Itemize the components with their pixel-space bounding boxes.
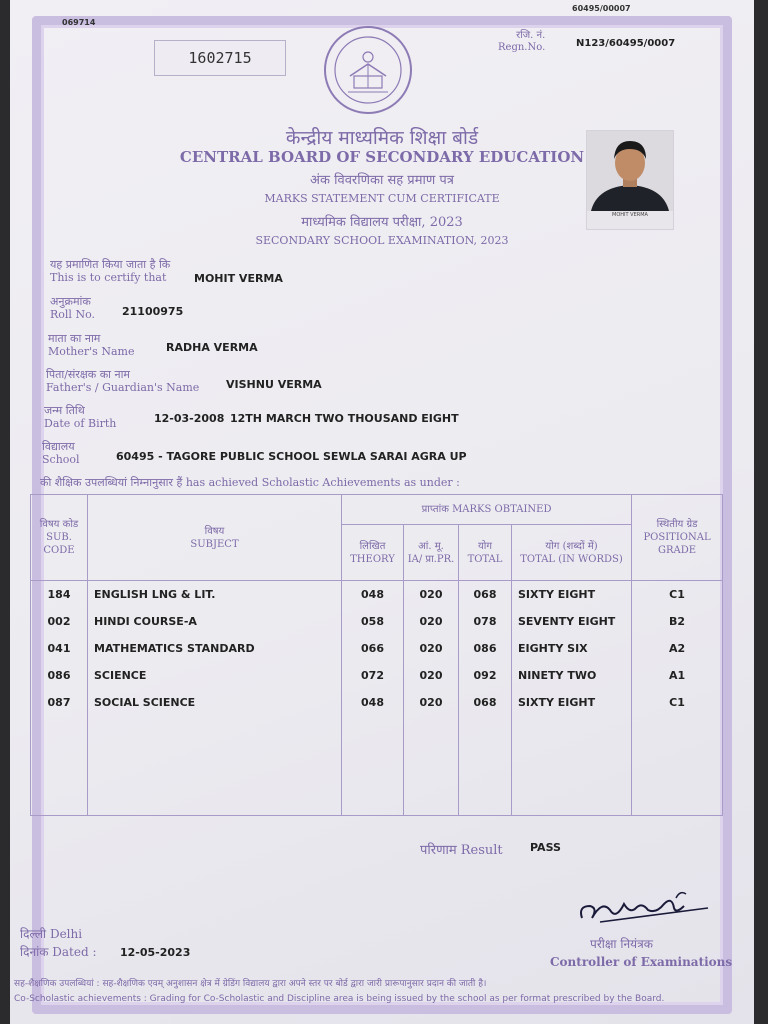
cell-total: 086 (459, 635, 512, 662)
col-header-grade-english: POSITIONAL GRADE (643, 532, 711, 556)
col-header-total (459, 525, 512, 581)
cell-code: 087 (31, 689, 88, 716)
dated-label: दिनांक Dated : (20, 945, 97, 959)
col-header-subject (88, 495, 342, 581)
cell-grade: A2 (632, 635, 723, 662)
controller-label-english: Controller of Examinations (550, 955, 733, 969)
school-label-hindi: विद्यालय (42, 440, 75, 453)
achievements-label-hindi: की शैक्षिक उपलब्धियां निम्नानुसार हैं (40, 476, 183, 489)
cell-subject: ENGLISH LNG & LIT. (88, 581, 342, 609)
roll-label-english: Roll No. (50, 308, 95, 321)
cell-total: 068 (459, 689, 512, 716)
col-header-code-english: SUB. CODE (43, 532, 75, 556)
certify-label (50, 258, 170, 284)
certificate-title-english: MARKS STATEMENT CUM CERTIFICATE (264, 192, 500, 205)
cell-theory: 072 (342, 662, 404, 689)
col-header-ia-english: IA/ प्रा.PR. (407, 553, 455, 565)
cell-subject: MATHEMATICS STANDARD (88, 635, 342, 662)
serial-number-box: 1602715 (154, 40, 286, 76)
dob-label-hindi: जन्म तिथि (44, 404, 85, 417)
cell-words: SEVENTY EIGHT (512, 608, 632, 635)
regn-label-hindi: रजि. नं. (516, 30, 546, 41)
cell-words: EIGHTY SIX (512, 635, 632, 662)
cell-grade: B2 (632, 608, 723, 635)
mother-label-english: Mother's Name (48, 345, 135, 358)
certificate-title-hindi: अंक विवरणिका सह प्रमाण पत्र (310, 173, 454, 188)
cell-code: 184 (31, 581, 88, 609)
date-of-birth: 12-03-2008 (154, 412, 225, 425)
col-header-grade (632, 495, 723, 581)
roll-label-hindi: अनुक्रमांक (50, 295, 91, 308)
col-header-theory (342, 525, 404, 581)
cell-words: NINETY TWO (512, 662, 632, 689)
col-header-words-english: TOTAL (IN WORDS) (520, 553, 623, 565)
cell-words: SIXTY EIGHT (512, 689, 632, 716)
col-header-subject-hindi: विषय (204, 525, 225, 537)
col-header-words (512, 525, 632, 581)
cell-total: 068 (459, 581, 512, 609)
cell-grade: C1 (632, 581, 723, 609)
student-photo (586, 130, 674, 230)
result-value: PASS (530, 841, 561, 854)
mother-label (48, 332, 134, 358)
cell-ia: 020 (404, 662, 459, 689)
cell-words: SIXTY EIGHT (512, 581, 632, 609)
col-header-words-hindi: योग (शब्दों में) (545, 540, 598, 552)
cell-theory: 066 (342, 635, 404, 662)
school-label-english: School (42, 453, 80, 466)
dob-label (44, 404, 116, 430)
marksheet (10, 0, 754, 1024)
col-header-subject-english: SUBJECT (190, 538, 239, 550)
col-header-total-hindi: योग (477, 540, 493, 552)
achievements-label (40, 476, 460, 489)
regn-label (498, 30, 545, 54)
certify-label-english: This is to certify that (50, 271, 167, 284)
col-header-code-hindi: विषय कोड (39, 519, 79, 530)
father-label-hindi: पिता/संरक्षक का नाम (46, 368, 131, 381)
student-name: MOHIT VERMA (194, 272, 283, 285)
mother-name: RADHA VERMA (166, 341, 258, 354)
cell-grade: A1 (632, 662, 723, 689)
col-header-grade-hindi: स्थितीय ग्रेड (656, 519, 698, 530)
footnote-hindi: सह-शैक्षणिक उपलब्धियां : सह-शैक्षणिक एवम् अनुशासन क्षेत्र में ग्रेडिंग विद्यालय द्वारा अपने स्तर पर बोर्ड द्वारा जारी प्रारूपानुसार प्रदान की जाती है। (14, 979, 487, 989)
cell-code: 086 (31, 662, 88, 689)
father-label-english: Father's / Guardian's Name (46, 381, 200, 394)
table-row (31, 689, 723, 716)
achievements-label-english: has achieved Scholastic Achievements as under : (185, 476, 460, 489)
student-portrait-icon (587, 131, 673, 211)
dob-label-english: Date of Birth (44, 417, 117, 430)
exam-title-hindi: माध्यमिक विद्यालय परीक्षा, 2023 (301, 215, 463, 230)
board-title-english: CENTRAL BOARD OF SECONDARY EDUCATION (179, 148, 585, 166)
table-row (31, 662, 723, 689)
cell-subject: SCIENCE (88, 662, 342, 689)
footnote-english: Co-Scholastic achievements : Grading for Co-Scholastic and Discipline area is being issued by the school as per format prescribed by the Board. (14, 994, 665, 1004)
col-header-ia-hindi: आं. मू. (418, 540, 444, 552)
cell-total: 078 (459, 608, 512, 635)
top-serial-right: 60495/00007 (572, 4, 631, 13)
exam-title-english: SECONDARY SCHOOL EXAMINATION, 2023 (255, 234, 509, 247)
cell-grade: C1 (632, 689, 723, 716)
school-name: 60495 - TAGORE PUBLIC SCHOOL SEWLA SARAI AGRA UP (116, 450, 467, 463)
father-label (46, 368, 199, 394)
table-row (31, 608, 723, 635)
top-serial-left: 069714 (62, 18, 96, 27)
result-label: परिणाम Result (420, 843, 503, 858)
col-header-total-english: TOTAL (467, 553, 503, 565)
controller-label-hindi: परीक्षा नियंत्रक (590, 937, 653, 951)
cell-ia: 020 (404, 635, 459, 662)
school-label (42, 440, 80, 466)
cell-ia: 020 (404, 608, 459, 635)
cell-theory: 048 (342, 689, 404, 716)
certify-label-hindi: यह प्रमाणित किया जाता है कि (50, 258, 171, 271)
col-header-code (31, 495, 88, 581)
dated-value: 12-05-2023 (120, 946, 191, 959)
table-filler-row (31, 716, 723, 816)
col-header-theory-english: THEORY (350, 553, 395, 565)
mother-label-hindi: माता का नाम (48, 332, 101, 345)
cell-theory: 048 (342, 581, 404, 609)
marks-table (30, 494, 723, 816)
board-title-hindi: केन्द्रीय माध्यमिक शिक्षा बोर्ड (285, 127, 479, 149)
cell-subject: HINDI COURSE-A (88, 608, 342, 635)
father-name: VISHNU VERMA (226, 378, 322, 391)
cell-code: 002 (31, 608, 88, 635)
cell-code: 041 (31, 635, 88, 662)
date-of-birth-words: 12TH MARCH TWO THOUSAND EIGHT (230, 412, 459, 425)
cbse-seal-icon (322, 24, 414, 116)
col-header-theory-hindi: लिखित (359, 540, 386, 552)
col-header-ia (404, 525, 459, 581)
table-row (31, 581, 723, 609)
regn-number: N123/60495/0007 (576, 38, 676, 49)
cell-ia: 020 (404, 581, 459, 609)
roll-label (50, 295, 95, 321)
place-label: दिल्ली Delhi (20, 927, 83, 941)
cell-total: 092 (459, 662, 512, 689)
cell-ia: 020 (404, 689, 459, 716)
roll-number: 21100975 (122, 305, 184, 318)
table-row (31, 635, 723, 662)
photo-caption: MOHIT VERMA (612, 212, 648, 218)
cell-subject: SOCIAL SCIENCE (88, 689, 342, 716)
cell-theory: 058 (342, 608, 404, 635)
col-header-marks: प्राप्तांक MARKS OBTAINED (342, 495, 632, 525)
regn-label-english: Regn.No. (498, 42, 546, 53)
controller-signature-icon (576, 884, 716, 932)
